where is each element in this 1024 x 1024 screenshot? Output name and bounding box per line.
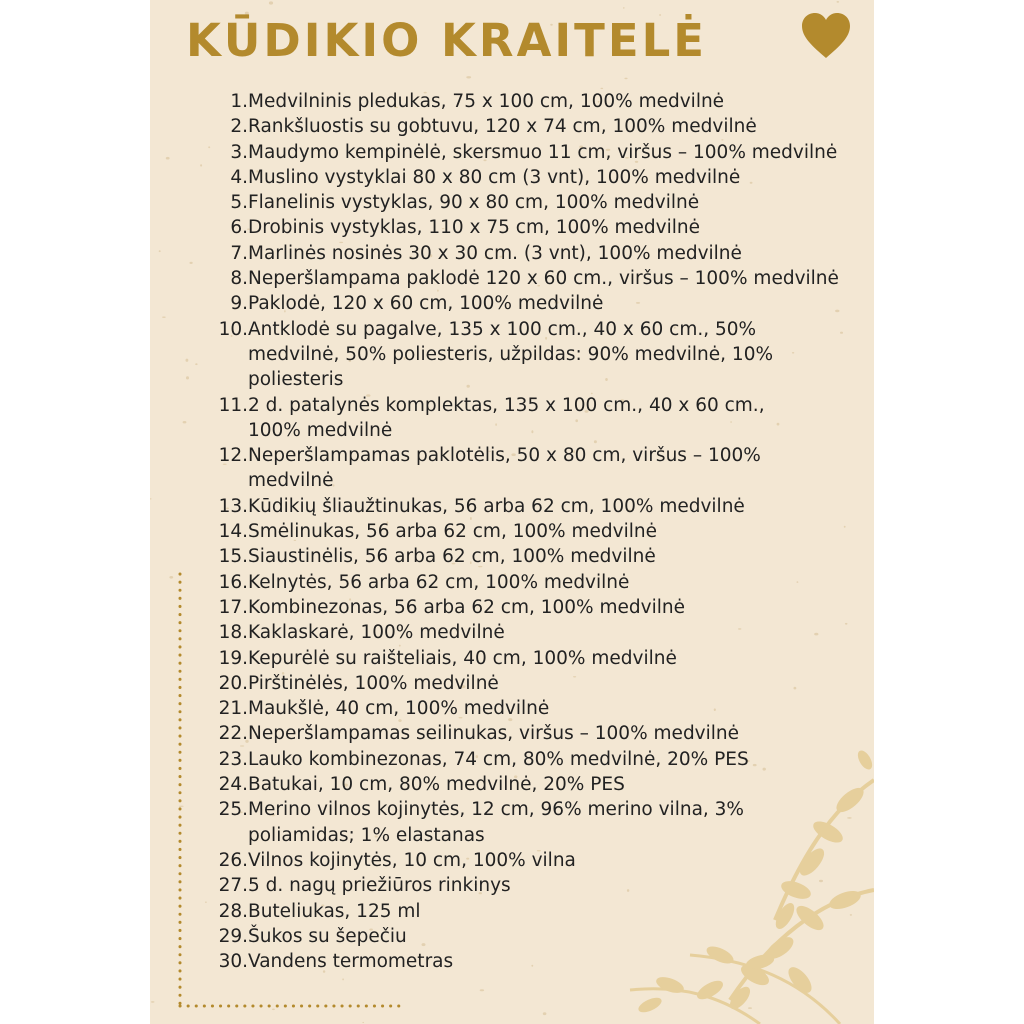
item-text: 5 d. nagų priežiūros rinkinys [248,875,511,897]
item-text: Merino vilnos kojinytės, 12 cm, 96% merino vilna, 3% poliamidas; 1% elastanas [248,799,745,846]
item-number: 29. [218,925,248,947]
speckle-dot [480,989,484,991]
item-text: Muslino vystyklai 80 x 80 cm (3 vnt), 100% medvilnė [248,166,741,188]
item-text: Medvilninis pledukas, 75 x 100 cm, 100% medvilnė [248,91,725,112]
speckle-dot [186,359,189,362]
item-number: 6. [230,217,248,239]
item-text: Kaklaskarė, 100% medvilnė [248,622,505,644]
item-number: 4. [230,166,248,188]
list-item [210,620,870,645]
item-number: 13. [218,495,248,517]
item-text: Maukšlė, 40 cm, 100% medvilnė [248,698,550,720]
list-item [210,317,788,393]
item-number: 8. [230,268,248,290]
item-number: 5. [230,192,248,214]
item-text: Lauko kombinezonas, 74 cm, 80% medvilnė, 20% PES [248,748,749,770]
item-text: Vilnos kojinytės, 10 cm, 100% vilna [248,849,576,871]
heart-icon [800,12,852,60]
item-number: 2. [230,116,248,138]
item-text: Neperšlampamas seilinukas, viršus – 100% medvilnė [248,723,740,745]
item-number: 3. [230,141,248,163]
item-number: 14. [218,521,248,543]
speckle-dot [166,157,170,160]
item-number: 26. [218,849,248,871]
speckle-dot [179,806,184,807]
item-number: 30. [218,951,248,973]
speckle-dot [159,250,161,252]
item-number: 21. [218,698,248,720]
item-number: 7. [230,242,248,264]
item-number: 9. [230,293,248,315]
list-item [210,494,870,519]
item-number: 28. [218,900,248,922]
item-number: 24. [218,774,248,796]
speckle-dot [466,76,471,78]
speckle-dot [272,1009,275,1011]
speckle-dot [205,902,207,903]
list-item [210,190,870,215]
list-item [210,165,870,190]
list-item [210,291,870,316]
list-item [210,140,870,165]
speckle-dot [190,262,193,264]
list-item [210,114,870,139]
speckle-dot [624,78,627,80]
item-text: Pirštinėlės, 100% medvilnė [248,672,499,694]
leaf-decoration [600,740,874,1024]
item-number: 11. [218,394,248,416]
item-text: Šukos su šepečiu [248,925,407,947]
item-text: Paklodė, 120 x 60 cm, 100% medvilnė [248,293,604,315]
item-text: Batukai, 10 cm, 80% medvilnė, 20% PES [248,774,625,796]
list-item [210,393,788,444]
item-text: Neperšlampamas paklotėlis, 50 x 80 cm, viršus – 100% medvilnė [248,445,761,492]
item-number: 25. [218,799,248,821]
item-number: 23. [218,748,248,770]
item-text: Kepurėlė su raišteliais, 40 cm, 100% medvilnė [248,647,677,669]
list-item [210,595,870,620]
list-item [210,443,788,494]
list-item [210,266,870,291]
item-number: 19. [218,647,248,669]
speckle-dot [151,1001,155,1003]
item-number: 27. [218,875,248,897]
document-page [150,0,874,1024]
speckle-dot [195,363,197,365]
item-text: Kombinezonas, 56 arba 62 cm, 100% medvilnė [248,596,685,618]
list-item [210,215,870,240]
list-item [210,696,870,721]
speckle-dot [162,317,166,318]
page-title: KŪDIKIO KRAITELĖ [186,13,707,67]
item-number: 15. [218,546,248,568]
list-item [210,241,870,266]
speckle-dot [362,1022,364,1023]
item-number: 20. [218,672,248,694]
item-number: 16. [218,571,248,593]
speckle-dot [269,1,273,4]
speckle-dot [837,1,840,3]
item-text: Kelnytės, 56 arba 62 cm, 100% medvilnė [248,571,630,593]
list-item [210,89,870,114]
item-text: 2 d. patalynės komplektas, 135 x 100 cm., 40 x 60 cm., 100% medvilnė [248,394,765,441]
list-item [210,544,870,569]
list-item [210,671,870,696]
item-number: 22. [218,723,248,745]
item-number: 12. [218,445,248,467]
speckle-dot [200,164,202,166]
speckle-dot [183,421,187,423]
item-text: Antklodė su pagalve, 135 x 100 cm., 40 x 60 cm., 50% medvilnė, 50% poliesteris, užpildas: 90% medvilnė, 10% poliesteris [248,318,774,391]
list-item [210,646,870,671]
item-text: Maudymo kempinėlė, skersmuo 11 cm, viršus – 100% medvilnė [248,141,838,163]
item-text: Siaustinėlis, 56 arba 62 cm, 100% medvilnė [248,546,656,568]
item-text: Vandens termometras [248,951,454,973]
item-number: 18. [218,622,248,644]
speckle-dot [342,978,344,980]
item-text: Drobinis vystyklas, 110 x 75 cm, 100% medvilnė [248,217,701,239]
speckle-dot [543,1012,547,1015]
item-text: Buteliukas, 125 ml [248,900,421,922]
list-item [210,570,870,595]
item-number: 1. [230,91,248,112]
item-number: 17. [218,596,248,618]
speckle-dot [169,576,173,579]
item-text: Smėlinukas, 56 arba 62 cm, 100% medvilnė [248,521,657,543]
item-text: Kūdikių šliaužtinukas, 56 arba 62 cm, 100% medvilnė [248,495,745,517]
item-number: 10. [218,318,248,340]
list-item [210,519,870,544]
item-text: Flanelinis vystyklas, 90 x 80 cm, 100% medvilnė [248,192,700,214]
speckle-dot [150,498,152,499]
item-text: Neperšlampama paklodė 120 x 60 cm., viršus – 100% medvilnė [248,268,839,290]
item-text: Rankšluostis su gobtuvu, 120 x 74 cm, 100% medvilnė [248,116,757,138]
speckle-dot [186,376,189,379]
item-text: Marlinės nosinės 30 x 30 cm. (3 vnt), 100% medvilnė [248,242,742,264]
